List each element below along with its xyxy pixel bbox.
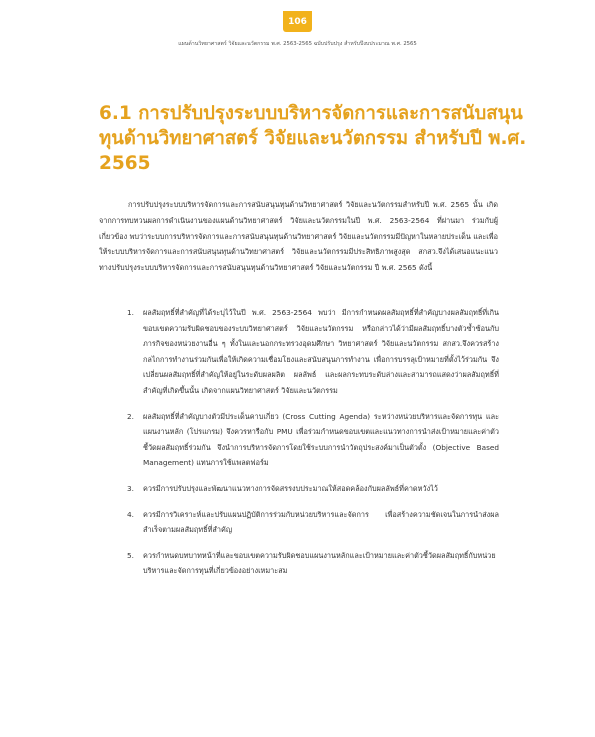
list-item-text: ผลสัมฤทธิ์ที่สำคัญที่ได้ระบุไว้ในปี พ.ศ. 2563-2564 พบว่า มีการกำหนดผลสัมฤทธิ์ที่สำคัญบางผลสัมฤทธิ์ที่เกินขอบเขตความรับผิดชอบของระบบวิทยาศาสตร์ วิจัยและนวัตกรรม หรือกล่าวได้ว่ามีผลสัมฤทธิ์บางตัวซ้ำซ้อนกับภารกิจของหน่วยงานอื่น ๆ ทั้งในและนอกกระทรวงอุดมศึกษา วิทยาศาสตร์ วิจัยและนวัตกรรม สกสว.จึงควรสร้างกลไกการทำงานร่วมกันเพื่อให้เกิดความเชื่อมโยงและสนับสนุนการทำงาน เพื่อการบรรลุเป้าหมายที่ตั้งไว้ร่วมกัน จึงเปลี่ยนผลสัมฤทธิ์ที่สำคัญให้อยู่ในระดับผลผลิต ผลลัพธ์ และผลกระทบระดับล่างและสามารถแสดงว่าผลสัมฤทธิ์ที่สำคัญที่เกิดขึ้นนั้น เกิดจากแผนวิทยาศาสตร์ วิจัยและนวัตกรรม (143, 308, 499, 395)
list-item-text: ควรมีการวิเคราะห์และปรับแผนปฏิบัติการร่วมกับหน่วยบริหารและจัดการ เพื่อสร้างความชัดเจนในการนำส่งผลสำเร็จตามผลสัมฤทธิ์ที่สำคัญ (143, 509, 499, 535)
list-item (127, 507, 499, 538)
list-item-number: 2. (127, 411, 134, 421)
section-title: 6.1 การปรับปรุงระบบบริหารจัดการและการสนับสนุนทุนด้านวิทยาศาสตร์ วิจัยและนวัตกรรม สำหรับปี พ.ศ. 2565 (99, 103, 527, 174)
intro-paragraph: การปรับปรุงระบบบริหารจัดการและการสนับสนุนทุนด้านวิทยาศาสตร์ วิจัยและนวัตกรรมสำหรับปี พ.ศ. 2565 นั้น เกิดจากการทบทวนผลการดำเนินงานของแผนด้านวิทยาศาสตร์ วิจัยและนวัตกรรมในปี พ.ศ. 2563-2564 ที่ผ่านมา ร่วมกับผู้เกี่ยวข้อง พบว่าระบบการบริหารจัดการและการสนับสนุนทุนด้านวิทยาศาสตร์ วิจัยและนวัตกรรมมีปัญหาในหลายประเด็น และเพื่อให้ระบบบริหารจัดการและการสนับสนุนทุนด้านวิทยาศาสตร์ วิจัยและนวัตกรรมมีประสิทธิภาพสูงสุด สกสว.จึงได้เสนอแนะแนวทางปรับปรุงระบบบริหารจัดการและการสนับสนุนทุนด้านวิทยาศาสตร์ วิจัยและนวัตกรรม ปี พ.ศ. 2565 ดังนี้ (99, 200, 498, 273)
recommendation-list (127, 305, 499, 589)
list-item (127, 481, 499, 497)
list-item (127, 409, 499, 471)
list-item (127, 548, 499, 579)
running-header: แผนด้านวิทยาศาสตร์ วิจัยและนวัตกรรม พ.ศ. 2563-2565 ฉบับปรับปรุง สำหรับปีงบประมาณ พ.ศ. 2565 (178, 41, 417, 47)
page-number: 106 (288, 16, 307, 27)
list-item-text: ควรมีการปรับปรุงและพัฒนาแนวทางการจัดสรรงบประมาณให้สอดคล้องกับผลลัพธ์ที่คาดหวังไว้ (143, 483, 438, 493)
list-item-text: ควรกำหนดบทบาทหน้าที่และขอบเขตความรับผิดชอบแผนงานหลักและเป้าหมายและค่าตัวชี้วัดผลสัมฤทธิ์กับหน่วยบริหารและจัดการทุนที่เกี่ยวข้องอย่างเหมาะสม (143, 550, 496, 576)
list-item-text: ผลสัมฤทธิ์ที่สำคัญบางตัวมีประเด็นคาบเกี่ยว (Cross Cutting Agenda) ระหว่างหน่วยบริหารและจัดการทุน และแผนงานหลัก (โปรแกรม) จึงควรหารือกับ PMU เพื่อร่วมกำหนดขอบเขตและแนวทางการนำส่งเป้าหมายและค่าตัวชี้วัดผลสัมฤทธิ์ร่วมกัน จึงนำการบริหารจัดการโดยใช้ระบบการนำวัตถุประสงค์มาเป็นตัวตั้ง (Objective Based Management) แทนการใช้แพลตฟอร์ม (143, 411, 499, 468)
list-item (127, 305, 499, 399)
list-item-number: 3. (127, 483, 134, 493)
list-item-number: 5. (127, 550, 134, 560)
page-number-badge (283, 11, 312, 32)
list-item-number: 1. (127, 308, 134, 317)
list-item-number: 4. (127, 509, 134, 519)
